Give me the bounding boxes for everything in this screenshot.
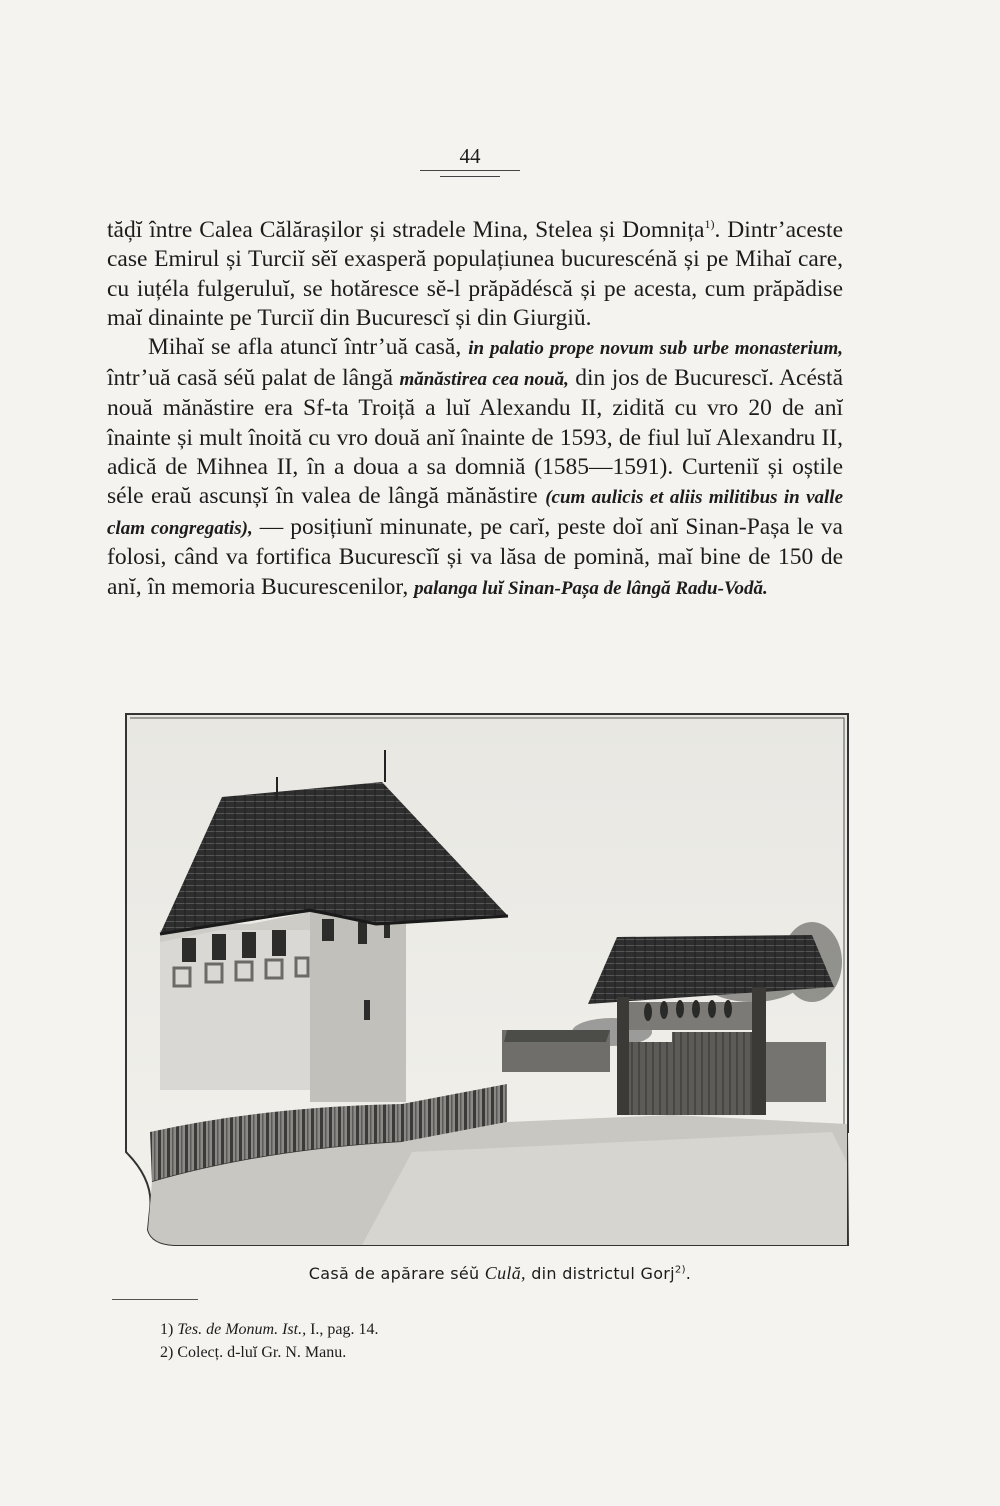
footnote-2 — [160, 1341, 379, 1364]
paragraph-2 — [107, 333, 843, 603]
barn-roof — [502, 1030, 610, 1072]
footnote-1-number: 1) — [160, 1321, 174, 1338]
caption-italic: Culă, — [484, 1263, 526, 1283]
figure-photo — [112, 712, 850, 1247]
paragraph-1-text-a: tăḑĭ între Calea Călărașilor și stradele Mina, Stelea și Domnița — [107, 216, 705, 243]
paragraph-2-text-d: — posițiunĭ minunate, pe carĭ, peste doĭ anĭ Sinan-Pașa le va folosi, când va fortifica Bucurescĭĭ și va lăsa de pomină, maĭ bine de 150 de anĭ, în memoria Bucurescenilor, — [107, 513, 843, 600]
paragraph-2-text-a: Mihaĭ se afla atuncĭ într’uă casă, — [148, 334, 469, 361]
body-text — [107, 210, 843, 603]
footnote-2-text: Colecț. d-luĭ Gr. N. Manu. — [177, 1344, 347, 1361]
paragraph-2-text-b: într’uă casă séŭ palat de lângă — [107, 364, 400, 391]
figure-caption — [0, 1263, 1000, 1284]
footnote-ref-1: 1) — [704, 217, 715, 231]
footnote-rule — [112, 1299, 198, 1300]
paragraph-2-text-c: din jos de Bucurescĭ. Acéstă nouă mănăstire era Sf-ta Troiță a luĭ Alexandu II, zidită cu vro 20 de anĭ înainte și mult înoită cu vro două anĭ înainte de 1593, de fiul luĭ Alexandru II, adică de Mihnea II, în a doua a sa domniă (1585—1591). Curteniĭ și oștile séle eraŭ ascunșĭ în valea de lângă mănăstire — [107, 364, 844, 510]
footnotes — [160, 1318, 379, 1364]
italic-phrase-monastery: mănăstirea cea nouă, — [399, 368, 569, 390]
footnote-ref-2: 2) — [674, 1264, 686, 1276]
page-number: 44 — [459, 144, 481, 168]
latin-quote-2: (cum aulicis et aliis militibus in valle clam congregatis), — [107, 487, 843, 539]
footnote-1 — [160, 1318, 379, 1341]
paragraph-1 — [107, 210, 843, 333]
page-number-rule-short — [440, 176, 500, 177]
footnote-2-number: 2) — [160, 1344, 174, 1361]
italic-phrase-palanga: palanga luĭ Sinan-Pașa de lângă Radu-Vodă. — [414, 577, 768, 599]
caption-text-b: din districtul Gorj — [525, 1264, 675, 1283]
latin-quote-1: in palatio prope novum sub urbe monasterium, — [468, 338, 844, 360]
page-number-rule — [420, 170, 520, 171]
footnote-1-source: Tes. de Monum. Ist., — [177, 1321, 307, 1338]
caption-text-a: Casă de apărare séŭ — [308, 1264, 485, 1283]
footnote-1-rest: I., pag. 14. — [306, 1321, 379, 1338]
paragraph-1-text-b: . Dintr’aceste case Emirul și Turciĭ sĕĭ exasperă populațiunea bucurescénă și pe Mihaĭ care, cu iuțéla fulgeruluĭ, se hotăresce sĕ-l prăpădéscă și pe acesta, cum prăpădise maĭ dinainte pe Turciĭ din Bucurescĭ și din Giurgiŭ. — [107, 216, 844, 332]
caption-period: . — [685, 1264, 692, 1283]
